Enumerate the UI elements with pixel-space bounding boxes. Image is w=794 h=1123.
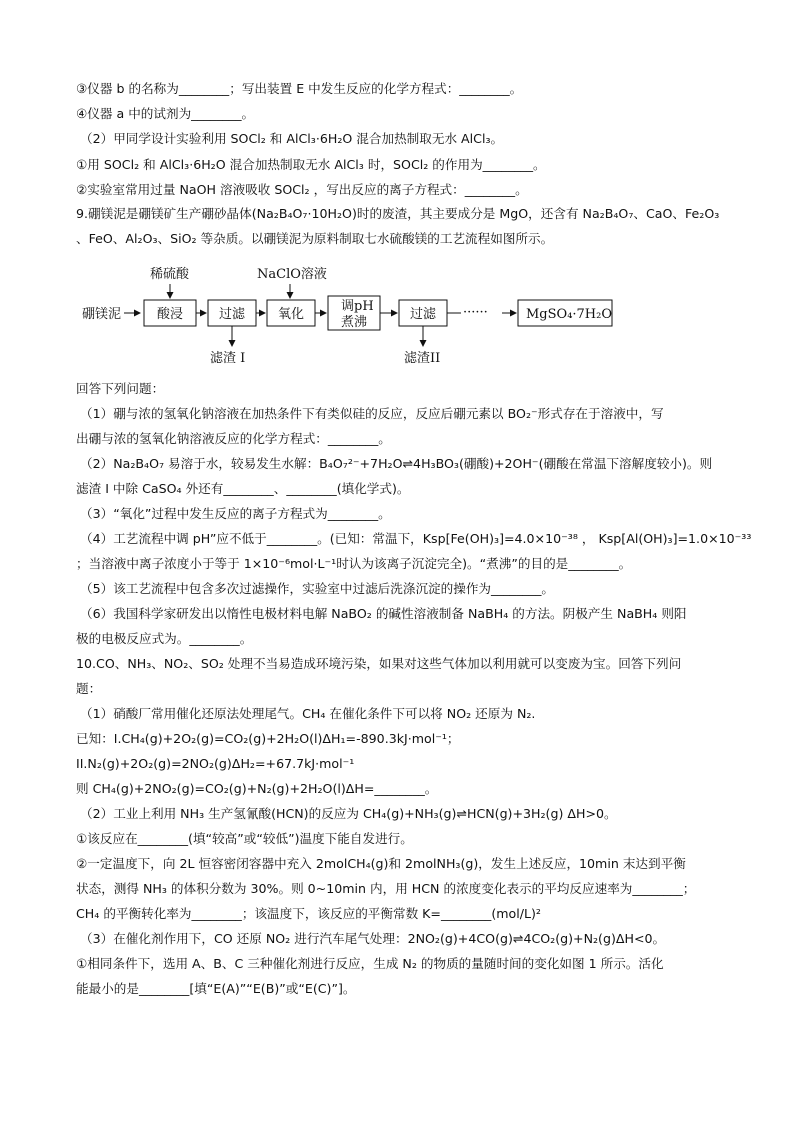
text-line: （1）硝酸厂常用催化还原法处理尾气。CH₄ 在催化条件下可以将 NO₂ 还原为 N₂. <box>80 706 536 721</box>
text-line: ②一定温度下，向 2L 恒容密闭容器中充入 2molCH₄(g)和 2molNH₃(g)，发生上述反应，10min 末达到平衡 <box>76 856 686 871</box>
equation-line: 已知：I.CH₄(g)+2O₂(g)=CO₂(g)+2H₂O(l)ΔH₁=-890.3kJ·mol⁻¹； <box>76 731 460 746</box>
flow-reagent-naclo: NaClO溶液 <box>257 267 327 282</box>
text-line: （3）在催化剂作用下，CO 还原 NO₂ 进行汽车尾气处理：2NO₂(g)+4CO(g)⇌4CO₂(g)+N₂(g)ΔH<0。 <box>80 931 666 946</box>
flow-residue-2: 滤渣II <box>404 351 441 366</box>
question-9-stem: 9.硼镁泥是硼镁矿生产硼砂晶体(Na₂B₄O₇·10H₂O)时的废渣，其主要成分是 MgO，还含有 Na₂B₄O₇、CaO、Fe₂O₃ <box>76 206 720 221</box>
flow-step-adjust-ph: 调pH <box>341 299 374 314</box>
text-line: 状态，测得 NH₃ 的体积分数为 30%。则 0~10min 内，用 HCN 的浓度变化表示的平均反应速率为________； <box>76 881 696 896</box>
flow-step-filter-2: 过滤 <box>410 307 437 322</box>
flow-step-boil: 煮沸 <box>341 315 368 330</box>
text-line: 出硼与浓的氢氧化钠溶液反应的化学方程式：________。 <box>76 431 391 446</box>
flow-step-oxidize: 氧化 <box>278 307 305 322</box>
text-line: ②实验室常用过量 NaOH 溶液吸收 SOCl₂ ，写出反应的离子方程式：________。 <box>76 182 528 197</box>
text-line: 题： <box>76 681 102 696</box>
question-10-stem: 10.CO、NH₃、NO₂、SO₂ 处理不当易造成环境污染，如果对这些气体加以利用就可以变废为宝。回答下列问 <box>76 656 682 671</box>
text-line: ③仪器 b 的名称为________；写出装置 E 中发生反应的化学方程式：________。 <box>76 81 523 96</box>
text-line: 回答下列问题： <box>76 381 165 396</box>
text-line: （3）“氧化”过程中发生反应的离子方程式为________。 <box>80 506 391 521</box>
text-line: ①该反应在________(填“较高”或“较低”)温度下能自发进行。 <box>76 831 413 846</box>
text-line: （4）工艺流程中调 pH”应不低于________。(已知：常温下，Ksp[Fe(OH)₃]=4.0×10⁻³⁸ ， Ksp[Al(OH)₃]=1.0×10⁻³³ <box>80 531 752 546</box>
flow-start-label: 硼镁泥 <box>82 307 122 322</box>
text-line: CH₄ 的平衡转化率为________；该温度下，该反应的平衡常数 K=________(mol/L)² <box>76 906 541 921</box>
flow-ellipsis: ······ <box>463 305 488 320</box>
text-line: ④仪器 a 中的试剂为________。 <box>76 106 255 121</box>
text-line: 能最小的是________[填“E(A)”“E(B)”或“E(C)”]。 <box>76 981 356 996</box>
text-line: （5）该工艺流程中包含多次过滤操作，实验室中过滤后洗涤沉淀的操作为________。 <box>80 581 554 596</box>
process-flow-diagram <box>82 262 622 372</box>
flow-step-filter-1: 过滤 <box>219 307 246 322</box>
text-line: 、FeO、Al₂O₃、SiO₂ 等杂质。以硼镁泥为原料制取七水硫酸镁的工艺流程如图所示。 <box>76 231 554 246</box>
text-line: （1）硼与浓的氢氧化钠溶液在加热条件下有类似硅的反应，反应后硼元素以 BO₂⁻形式存在于溶液中，写 <box>80 406 664 421</box>
equation-line: II.N₂(g)+2O₂(g)=2NO₂(g)ΔH₂=+67.7kJ·mol⁻¹ <box>76 756 355 771</box>
flow-product: MgSO₄·7H₂O <box>526 307 613 322</box>
text-line: 极的电极反应式为。________。 <box>76 631 253 646</box>
flow-reagent-sulfuric-acid: 稀硫酸 <box>150 267 190 282</box>
text-line: ；当溶液中离子浓度小于等于 1×10⁻⁶mol·L⁻¹时认为该离子沉淀完全)。“煮沸”的目的是________。 <box>76 556 632 571</box>
text-line: 滤渣 I 中除 CaSO₄ 外还有________、________(填化学式)。 <box>76 481 410 496</box>
text-line: ①用 SOCl₂ 和 AlCl₃·6H₂O 混合加热制取无水 AlCl₃ 时，SOCl₂ 的作用为________。 <box>76 157 546 172</box>
flow-step-acid-leach: 酸浸 <box>157 307 184 322</box>
text-line: （2）甲同学设计实验利用 SOCl₂ 和 AlCl₃·6H₂O 混合加热制取无水 AlCl₃。 <box>80 131 504 146</box>
text-line: （2）Na₂B₄O₇ 易溶于水，较易发生水解：B₄O₇²⁻+7H₂O⇌4H₃BO₃(硼酸)+2OH⁻(硼酸在常温下溶解度较小)。则 <box>80 456 713 471</box>
equation-line: 则 CH₄(g)+2NO₂(g)=CO₂(g)+N₂(g)+2H₂O(l)ΔH=________。 <box>76 781 438 796</box>
text-line: （6）我国科学家研发出以惰性电极材料电解 NaBO₂ 的碱性溶液制备 NaBH₄ 的方法。阴极产生 NaBH₄ 则阳 <box>80 606 687 621</box>
text-line: （2）工业上利用 NH₃ 生产氢氰酸(HCN)的反应为 CH₄(g)+NH₃(g)⇌HCN(g)+3H₂(g) ΔH>0。 <box>80 806 617 821</box>
flow-residue-1: 滤渣 I <box>210 351 246 366</box>
text-line: ①相同条件下，选用 A、B、C 三种催化剂进行反应，生成 N₂ 的物质的量随时间的变化如图 1 所示。活化 <box>76 956 664 971</box>
